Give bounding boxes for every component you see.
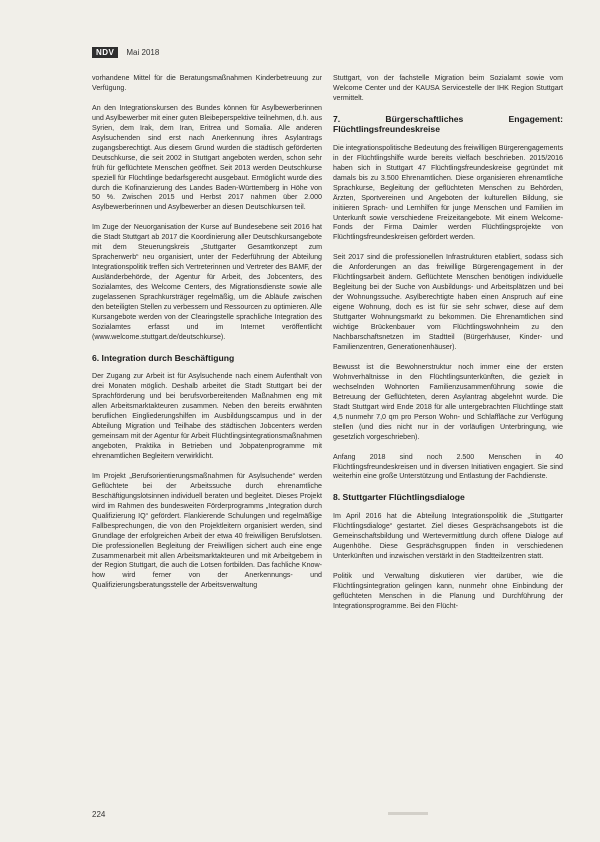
paragraph: vorhandene Mittel für die Beratungsmaßnahmen Kinderbetreuung zur Verfügung.	[92, 74, 322, 92]
issue-date: Mai 2018	[126, 47, 160, 57]
paragraph: Die integrationspolitische Bedeutung des freiwilligen Bürgerengagements in der Flüchtlingshilfe wurde bereits vielfach beschrieben. 2015/2016 haben sich in Stuttgart 47 Flüchtlingsfreundeskreise gegründet mit damals bis zu 3.500 Ehrenamtlichen. Diese organisieren ehrenamtliche Sprachkurse, Begleitung der geflüchteten Menschen zu Behörden, Ärzten, Sportvereinen und Angeboten der kulturellen Bildung, sie initiieren Sprach- und Lernhilfen für junge Menschen und Familien im Unterkunft sowie verschiedene Freizeitangebote. Mit einem Welcome-Fonds der Firma Daimler werden Flüchtlingsprojekte von Flüchtlingsfreundeskreisen gefördert werden.	[333, 143, 563, 242]
section-heading-6: 6. Integration durch Beschäftigung	[92, 352, 235, 363]
paragraph: Seit 2017 sind die professionellen Infrastrukturen etabliert, sodass sich die Anforderungen an das freiwillige Bürgerengagement in der Flüchtlingsarbeit ändern. Geflüchtete Menschen benötigen individuelle Begleitung bei der Suche von Ausbildungs- und Arbeitsplätzen und bei der Wohnungssuche. Asylberechtigte haben einen Anspruch auf eine eigene Wohnung, doch es ist für sie sehr schwer, diese auf dem Stuttgarter Wohnungsmarkt zu bekommen. Die Ehrenamtlichen sind wichtige Brückenbauer vom Flüchtlingswohnheim zu den Nachbarschaftsnetzen im Stadtteil (Bürgerhäuser, Kinder- und Familienzentren, Generationenhäuser).	[333, 253, 563, 351]
paragraph: Politik und Verwaltung diskutieren vier darüber, wie die Flüchtlingsintegration gelingen kann, nunmehr ohne Einbindung der geflüchteten Menschen in die Planung und Durchführung der Integrationsprogramme. Bei den Flücht-	[333, 571, 563, 610]
right-column	[333, 74, 563, 621]
page-header	[92, 46, 159, 58]
paragraph: Im April 2016 hat die Abteilung Integrationspolitik die „Stuttgarter Flüchtlingsdialoge“ gestartet. Ziel dieses Gesprächsangebots ist die Gemeinschaftsbildung und Wertevermittlung durch offene Dialoge auf Augenhöhe. Diese Gesprächsgruppen finden in verschiedenen Unterkünften und inzwischen verstärkt in den Stadtteilzentren statt.	[333, 511, 563, 560]
paragraph: Im Zuge der Neuorganisation der Kurse auf Bundesebene seit 2016 hat die Stadt Stuttgart ab 2017 die Koordinierung aller Deutschkursangebote mit dem Steuerungskreis „Stuttgarter Gesamtkonzept zum Spracherwerb“ neu organisiert, unter der Federführung der Abteilung Integrationspolitik treffen sich Vertreterinnen und Vertreter des BAMF, der Ausländerbehörde, der Agentur für Arbeit, des Jobcenters, des Sozialamtes, des Welcome Centers, des Migrationsdienste sowie alle zugelassenen Sprachkursträger regelmäßig, um die Abläufe zwischen den beteiligten Stellen zu verbessern und Ressourcen zu optimieren. Alle Kursangebote werden von der Clearingstelle sprachliche Integration des Sozialamtes erfasst und im Internet veröffentlicht (www.welcome.stuttgart.de/deutschkurse).	[92, 223, 322, 341]
left-column	[92, 74, 322, 601]
paragraph: Der Zugang zur Arbeit ist für Asylsuchende nach einem Aufenthalt von drei Monaten möglich. Deshalb arbeitet die Stadt Stuttgart bei der Sprachförderung und bei berufsvorbereitenden Maßnahmen eng mit allen Arbeitsmarktakteuren zusammen. Neben den bereits erwähnten beruflichen Eingliederungshilfen im Ausbildungscampus und in der Abteilung Migration und Teilhabe des städtischen Jobcenters werden gemeinsam mit der Agentur für Arbeit Flüchtlingsintegrationsmaßnahmen angeboten, Praktika in Betrieben und Jobpatenprogramme mit ehrenamtlichen Begleitern verwirklicht.	[92, 372, 322, 460]
paragraph: Bewusst ist die Bewohnerstruktur noch immer eine der ersten Wohnverhältnisse in den Flüchtlingsunterkünften, die gezielt in wechselnden Wohnorten Familienzusammenführung sowie die Betreuung der Geflüchteten, deren Asylantrag abgelehnt wurde. Die Stadt Stuttgart wird Ende 2018 für alle untergebrachten Flüchtlinge statt 4,5 nunmehr 7,0 qm pro Person Wohn- und Schlaffläche zur Verfügung stellen (und dies nicht nur in der vorläufigen Unterbringung, wie gesetzlich vorgeschrieben).	[333, 362, 563, 441]
paragraph: Stuttgart, von der fachstelle Migration beim Sozialamt sowie vom Welcome Center und der KAUSA Servicestelle der IHK Region Stuttgart vermittelt.	[333, 74, 563, 102]
paragraph: Anfang 2018 sind noch 2.500 Menschen in 40 Flüchtlingsfreundeskreisen und in diversen Initiativen engagiert. Sie sind weiterhin eine große Unterstützung und Entlastung der Fachdienste.	[333, 452, 563, 481]
paragraph: Im Projekt „Berufsorientierungsmaßnahmen für Asylsuchende“ werden Geflüchtete bei der Arbeitssuche durch ehrenamtliche Beschäftigungslotsinnen individuell beraten und begleitet. Dieses Projekt wird im Rahmen des bundesweiten Förderprogramms „Integration durch Qualifizierung IQ“ gefördert. Flankierende Schulungen und regelmäßige Fallbesprechungen, die von den Projektleitern organisiert werden, sind Grundlage der erfolgreichen Arbeit der etwa 40 freiwilligen Berufslotsen. Die professionellen Begleitung der Freiwilligen sichert auch eine enge Zusammenarbeit mit allen Arbeitsmarktakteuren und mit Arbeitgebern in der Region Stuttgart, die auch die Lotsen fortbilden. Das fachliche Know-how wird ferner von der Anerkennungs- und Qualifizierungsberatungsstelle der Arbeitsverwaltung	[92, 471, 322, 590]
ndv-badge: NDV	[92, 47, 118, 58]
section-heading-8: 8. Stuttgarter Flüchtlingsdialoge	[333, 492, 465, 503]
scan-mark	[388, 812, 428, 815]
page-number: 224	[92, 810, 106, 819]
section-heading-7: 7. Bürgerschaftliches Engagement: Flüchtlingsfreundeskreise	[333, 113, 563, 135]
paragraph: An den Integrationskursen des Bundes können für Asylbewerberinnen und Asylbewerber mit einer guten Bleibeperspektive teilnehmen, d.h. aus Syrien, dem Irak, dem Iran, Eritrea und Somalia. Alle anderen Asylsuchenden sind erst nach Anerkennung ihres Asylantrags zugangsberechtigt. Aus diesem Grund wurden die städtisch geförderten Deutschkurse, die seit 2002 in Stuttgart angeboten werden, schon sehr früh für geflüchtete Menschen geöffnet. Seit 2013 werden Deutschkurse speziell für Flüchtlinge bedarfsgerecht ausgebaut. Ermöglicht wurde dies durch die Kofinanzierung des Landes Baden-Württemberg in Höhe von 50 %. Zwischen 2015 und Herbst 2017 nahmen über 2.000 Asylbewerberinnen und Asylbewerber an diesen Deutschkursen teil.	[92, 103, 322, 212]
